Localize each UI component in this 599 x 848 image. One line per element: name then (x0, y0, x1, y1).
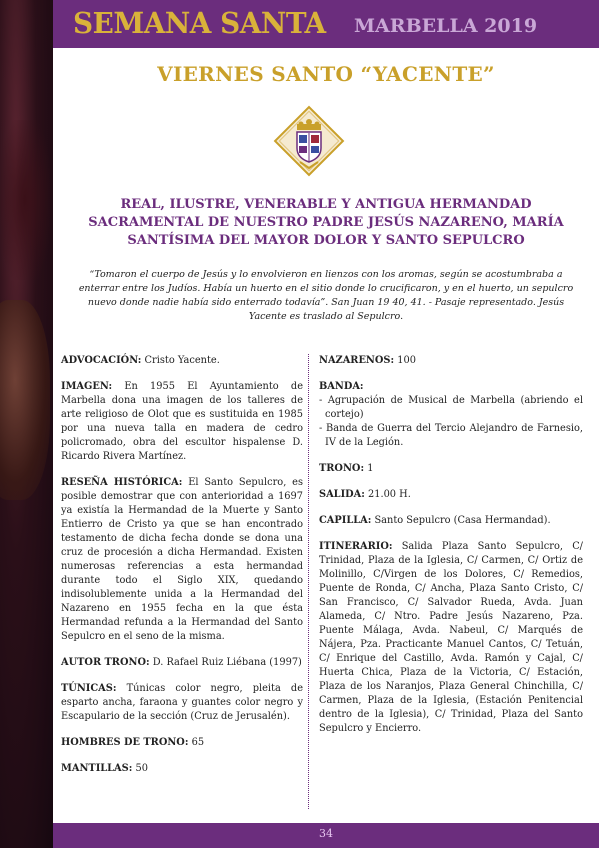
info-label: IMAGEN: (61, 381, 113, 392)
header-title-main: SEMANA SANTA (73, 6, 326, 40)
brotherhood-name-line: SACRAMENTAL DE NUESTRO PADRE JESÚS NAZARENO, MARÍA (88, 215, 564, 230)
info-label: ITINERARIO: (319, 541, 393, 552)
info-value: Salida Plaza Santo Sepulcro, C/ Trinidad, Plaza de la Iglesia, C/ Carmen, C/ Ortiz de Molinillo, C/Virgen de los Dolores, C/ Remedios, Puente de Ronda, C/ Ancha, Plaza Santo Cristo, C/ San Francisco, C/ Salvador Rueda, Avda. Juan Alameda, C/ Ntro. Padre Jesús Nazareno, Pza. Puente Málaga, Avda. Nabeul, C/ Marqués de Nájera, Pza. Practicante Manuel Cantos, C/ Tetuán, C/ Enrique del Castillo, Avda. Ramón y Cajal, C/ Huerta Chica, Plaza de la Victoria, C/ Estación, Plaza de los Naranjos, Plaza General Chinchilla, C/ Carmen, Plaza de la Iglesia, (Estación Penitencial dentro de la Iglesia), C/ Trinidad, Plaza del Santo Sepulcro y Encierro. (319, 541, 583, 734)
brotherhood-name-line: SANTÍSIMA DEL MAYOR DOLOR Y SANTO SEPULCRO (127, 233, 525, 248)
info-value: Túnicas color negro, pleita de esparto ancha, faraona y guantes color negro y Escapulario de la sección (Cruz de Jerusalén). (61, 683, 303, 722)
info-autor-trono (61, 656, 303, 670)
info-label: RESEÑA HISTÓRICA: (61, 477, 183, 488)
gospel-quote: “Tomaron el cuerpo de Jesús y lo envolvieron en lienzos con los aromas, según se acostumbraba a enterrar entre los Judíos. Había un huerto en el sitio donde lo crucificaron, y en el huerto, un sepulcro nuevo donde nadie había sido enterrado todavía”. San Juan 19 40, 41. - Pasaje representado. Jesús Yacente es traslado al Sepulcro. (78, 269, 574, 322)
page-footer (53, 823, 599, 848)
info-imagen (61, 380, 303, 464)
info-value: El Santo Sepulcro, es posible demostrar que con anterioridad a 1697 ya existía la Hermandad de la Muerte y Santo Entierro de Cristo ya que se han encontrado testamento de dicha fecha donde se dona una cruz de procesión a dicha Hermandad. Existen numerosas referencias a esta hermandad durante todo el Siglo XIX, quedando indisolublemente unida a la Hermandad del Nazareno en 1955 fecha en la que ésta Hermandad refunda a la Hermandad del Santo Sepulcro en el seno de la misma. (61, 477, 303, 642)
info-value: D. Rafael Ruiz Liébana (1997) (149, 657, 302, 668)
info-value: 21.00 H. (364, 489, 411, 500)
info-banda (319, 380, 583, 450)
info-label: SALIDA: (319, 489, 365, 500)
info-advocacion (61, 354, 303, 368)
column-divider (308, 354, 309, 809)
content-page (53, 48, 599, 823)
info-value: 65 (188, 737, 205, 748)
info-capilla (319, 514, 583, 528)
page-header (53, 0, 599, 48)
info-column-left (61, 354, 303, 788)
info-value: Cristo Yacente. (141, 355, 220, 366)
info-value: Santo Sepulcro (Casa Hermandad). (371, 515, 551, 526)
info-label: TÚNICAS: (61, 683, 117, 694)
info-label: ADVOCACIÓN: (61, 355, 142, 366)
info-label: MANTILLAS: (61, 763, 133, 774)
banda-list-item: - Banda de Guerra del Tercio Alejandro de Farnesio, IV de la Legión. (319, 423, 583, 448)
info-value: 50 (132, 763, 148, 774)
photo-shadow (0, 120, 50, 280)
info-itinerario (319, 540, 583, 736)
info-salida (319, 488, 583, 502)
info-label: CAPILLA: (319, 515, 372, 526)
info-nazarenos (319, 354, 583, 368)
info-hombres-de-trono (61, 736, 303, 750)
page-title: VIERNES SANTO “YACENTE” (157, 62, 495, 86)
info-resena-historica (61, 476, 303, 644)
background-photo-strip (0, 0, 53, 848)
photo-face-detail (0, 300, 50, 500)
hermandad-emblem-icon (270, 102, 348, 180)
page-number: 34 (319, 827, 333, 840)
brotherhood-name-line: REAL, ILUSTRE, VENERABLE Y ANTIGUA HERMANDAD (120, 197, 532, 212)
brotherhood-name (61, 196, 591, 250)
header-title-sub: MARBELLA 2019 (354, 15, 538, 37)
info-label: BANDA: (319, 381, 364, 392)
info-column-right (319, 354, 583, 748)
info-value: 100 (394, 355, 416, 366)
info-label: AUTOR TRONO: (61, 657, 150, 668)
info-trono (319, 462, 583, 476)
info-mantillas (61, 762, 303, 776)
banda-list-item: - Agrupación de Musical de Marbella (abriendo el cortejo) (319, 395, 583, 420)
info-value: 1 (364, 463, 374, 474)
info-label: TRONO: (319, 463, 365, 474)
info-label: HOMBRES DE TRONO: (61, 737, 189, 748)
info-value: En 1955 El Ayuntamiento de Marbella dona una imagen de los talleres de arte religioso de Olot que es sustituida en 1985 por una nueva talla en madera de cedro policromado, obra del escultor hispalense D. Ricardo Rivera Martínez. (61, 381, 303, 462)
info-tunicas (61, 682, 303, 724)
info-label: NAZARENOS: (319, 355, 395, 366)
